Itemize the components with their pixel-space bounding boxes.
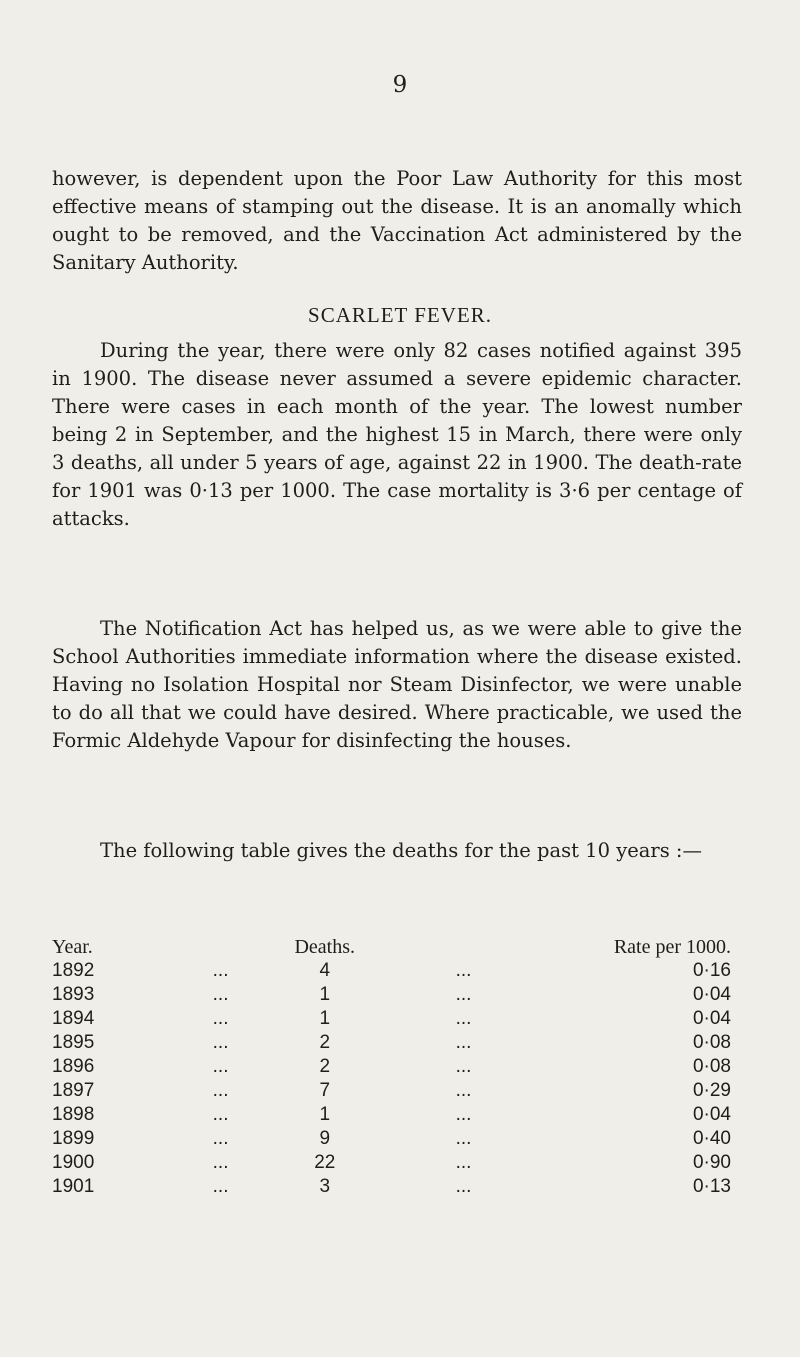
cell-rate: 0·04 (692, 1008, 731, 1029)
cell-deaths: 1 (319, 984, 331, 1005)
cell-deaths: 1 (319, 1104, 331, 1125)
cell-rate: 0·08 (692, 1056, 731, 1077)
leader-dots: ... (212, 960, 229, 981)
cell-deaths: 3 (319, 1176, 331, 1197)
table-row (52, 1127, 737, 1151)
table-row (52, 1055, 737, 1079)
table-row (52, 1007, 737, 1031)
leader-dots: ... (212, 1032, 229, 1053)
cell-year: 1898 (52, 1104, 95, 1125)
cell-rate: 0·04 (692, 984, 731, 1005)
table-row (52, 983, 737, 1007)
cell-rate: 0·08 (692, 1032, 731, 1053)
table-row (52, 1031, 737, 1055)
cell-rate: 0·40 (692, 1128, 731, 1149)
leader-dots: ... (455, 1152, 472, 1173)
table-row (52, 1175, 737, 1199)
leader-dots: ... (212, 1080, 229, 1101)
leader-dots: ... (455, 1176, 472, 1197)
cell-deaths: 1 (319, 1008, 331, 1029)
paragraph-table-intro: The following table gives the deaths for the past 10 years :— (100, 839, 702, 862)
cell-year: 1895 (52, 1032, 95, 1053)
table-header-row (52, 935, 737, 959)
cell-year: 1897 (52, 1080, 95, 1101)
leader-dots: ... (455, 1032, 472, 1053)
paragraph-intro: however, is dependent upon the Poor Law Authority for this most effective means of stamping out the disease. It is an anomally which ought to be removed, and the Vaccination Act administered by the Sanitary Authority. (52, 167, 742, 274)
cell-rate: 0·29 (692, 1080, 731, 1101)
paragraph-scarlet-fever: During the year, there were only 82 cases notified against 395 in 1900. The disease never assumed a severe epidemic character. There were cases in each month of the year. The lowest number being 2 in September, and the highest 15 in March, there were only 3 deaths, all under 5 years of age, against 22 in 1900. The death-rate for 1901 was 0·13 per 1000. The case mortality is 3·6 per centage of attacks. (52, 339, 742, 530)
cell-deaths: 2 (319, 1056, 331, 1077)
leader-dots: ... (212, 1104, 229, 1125)
cell-rate: 0·90 (692, 1152, 731, 1173)
cell-year: 1901 (52, 1176, 95, 1197)
table-row (52, 1151, 737, 1175)
cell-deaths: 9 (319, 1128, 331, 1149)
leader-dots: ... (212, 1008, 229, 1029)
cell-rate: 0·13 (692, 1176, 731, 1197)
leader-dots: ... (212, 1128, 229, 1149)
cell-year: 1892 (52, 960, 95, 981)
page-number: 9 (392, 72, 408, 98)
leader-dots: ... (212, 1152, 229, 1173)
header-year: Year. (52, 935, 93, 958)
cell-deaths: 4 (319, 960, 331, 981)
leader-dots: ... (455, 1104, 472, 1125)
cell-rate: 0·16 (692, 960, 731, 981)
leader-dots: ... (455, 984, 472, 1005)
leader-dots: ... (455, 960, 472, 981)
cell-year: 1896 (52, 1056, 95, 1077)
cell-deaths: 7 (319, 1080, 331, 1101)
leader-dots: ... (212, 1176, 229, 1197)
leader-dots: ... (212, 1056, 229, 1077)
leader-dots: ... (455, 1008, 472, 1029)
header-deaths: Deaths. (294, 935, 356, 958)
leader-dots: ... (455, 1056, 472, 1077)
cell-rate: 0·04 (692, 1104, 731, 1125)
leader-dots: ... (455, 1080, 472, 1101)
cell-year: 1893 (52, 984, 95, 1005)
header-rate: Rate per 1000. (613, 935, 731, 958)
cell-year: 1900 (52, 1152, 95, 1173)
paragraph-notification: The Notification Act has helped us, as we were able to give the School Authorities immediate information where the disease existed. Having no Isolation Hospital nor Steam Disinfector, we were unable to do all that we could have desired. Where practicable, we used the Formic Aldehyde Vapour for disinfecting the houses. (52, 617, 742, 752)
section-heading: SCARLET FEVER. (308, 303, 492, 327)
table-row (52, 1079, 737, 1103)
cell-deaths: 22 (314, 1152, 336, 1173)
cell-deaths: 2 (319, 1032, 331, 1053)
cell-year: 1894 (52, 1008, 95, 1029)
table-row (52, 1103, 737, 1127)
cell-year: 1899 (52, 1128, 95, 1149)
deaths-table (52, 935, 737, 1199)
table-row (52, 959, 737, 983)
leader-dots: ... (455, 1128, 472, 1149)
leader-dots: ... (212, 984, 229, 1005)
